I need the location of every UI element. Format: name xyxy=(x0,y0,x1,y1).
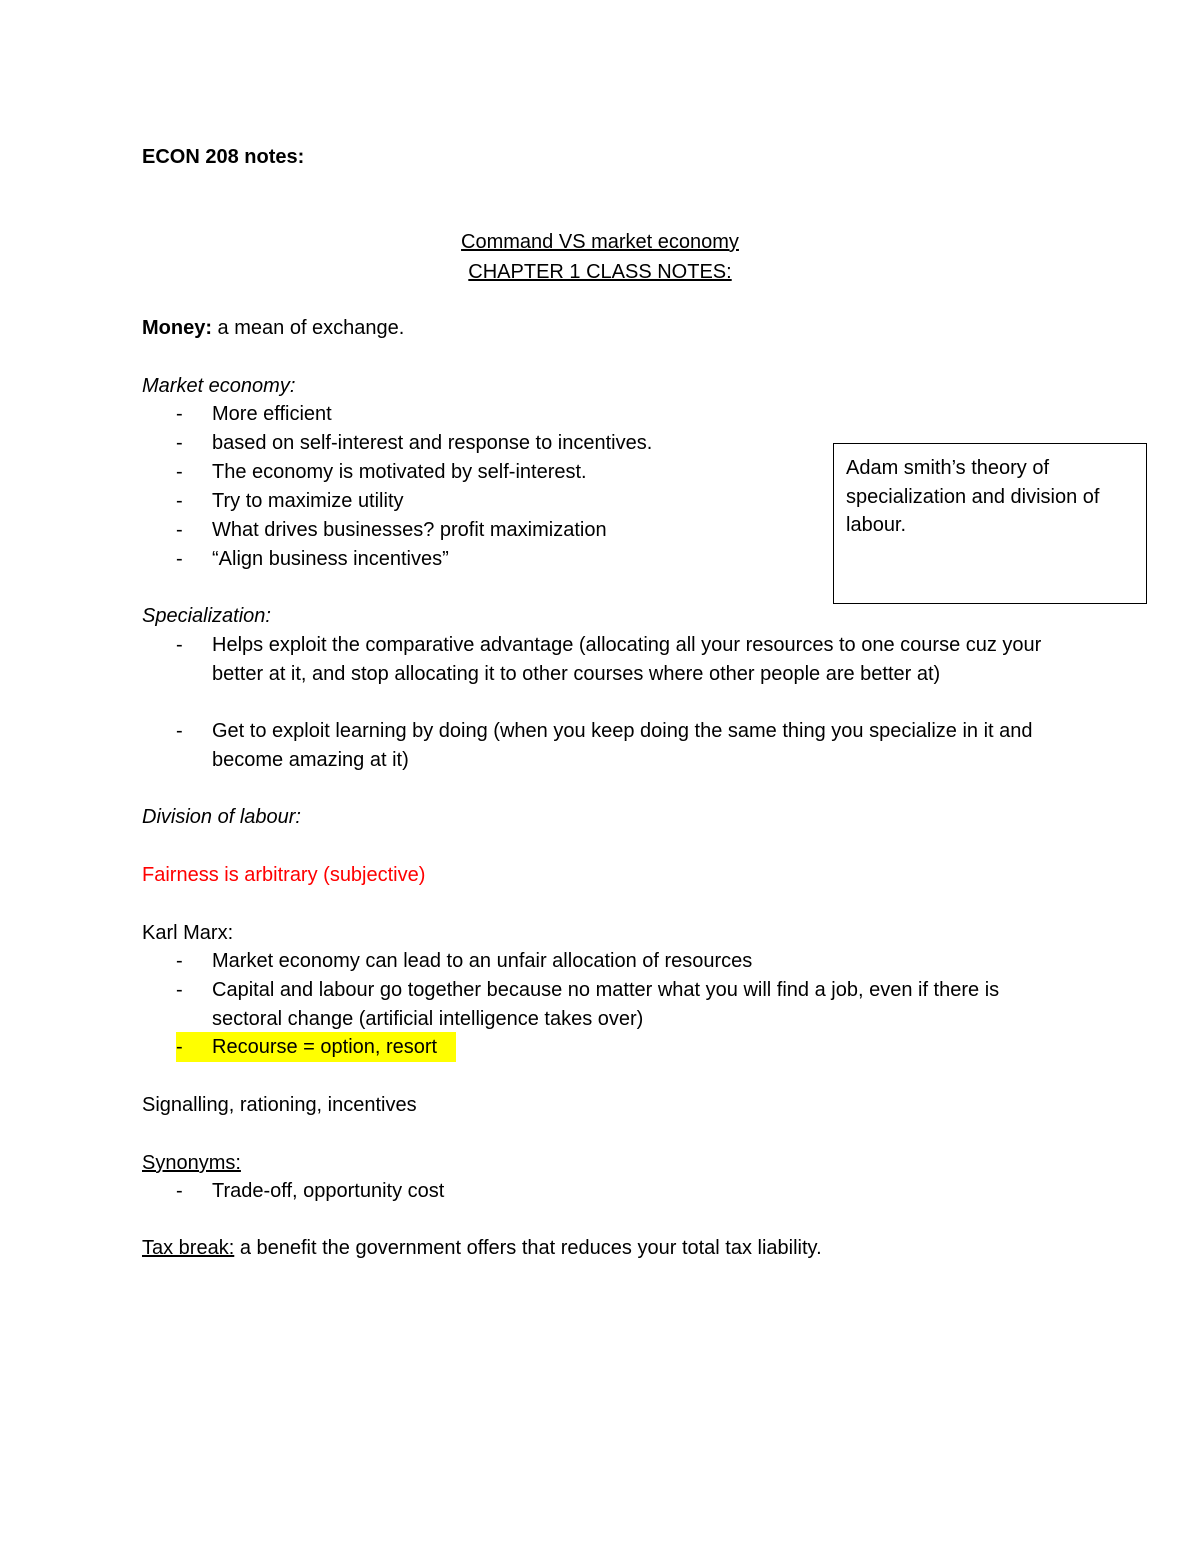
bullet-dash: - xyxy=(176,1036,183,1058)
money-text: a mean of exchange. xyxy=(212,317,405,339)
list-item: The economy is motivated by self-interest. xyxy=(212,461,587,483)
list-item: Capital and labour go together because no matter what you will find a job, even if there is sectoral change (artificial intelligence takes over) xyxy=(212,979,1000,1030)
bullet-dash: - xyxy=(176,432,183,454)
specialization-label: Specialization: xyxy=(142,605,271,627)
bullet-dash: - xyxy=(176,1180,183,1202)
heading-command-vs-market: Command VS market economy xyxy=(461,231,739,253)
bullet-dash: - xyxy=(176,403,183,425)
synonyms-label: Synonyms: xyxy=(142,1152,241,1174)
money-definition xyxy=(142,314,404,342)
tax-break-term: Tax break: xyxy=(142,1237,235,1259)
adam-smith-textbox xyxy=(833,443,1147,604)
fairness-note: Fairness is arbitrary (subjective) xyxy=(142,864,426,886)
tax-break-text: a benefit the government offers that reduces your total tax liability. xyxy=(234,1237,822,1259)
bullet-dash: - xyxy=(176,720,183,742)
bullet-dash: - xyxy=(176,634,183,656)
karl-marx-label: Karl Marx: xyxy=(142,922,234,944)
bullet-dash: - xyxy=(176,490,183,512)
list-item: Helps exploit the comparative advantage (allocating all your resources to one course cuz your better at it, and stop allocating it to other courses where other people are better at) xyxy=(212,634,1042,685)
signalling-line: Signalling, rationing, incentives xyxy=(142,1094,417,1116)
list-item: What drives businesses? profit maximization xyxy=(212,519,607,541)
doc-title: ECON 208 notes: xyxy=(142,146,305,168)
list-item: Market economy can lead to an unfair allocation of resources xyxy=(212,950,753,972)
money-term: Money: xyxy=(142,317,212,339)
list-item: Get to exploit learning by doing (when you keep doing the same thing you specialize in it and become amazing at it) xyxy=(212,720,1033,771)
tax-break-definition xyxy=(142,1234,822,1262)
bullet-dash: - xyxy=(176,519,183,541)
list-item-highlighted: Recourse = option, resort xyxy=(212,1036,438,1058)
list-item: based on self-interest and response to incentives. xyxy=(212,432,653,454)
bullet-dash: - xyxy=(176,461,183,483)
list-item: More efficient xyxy=(212,403,332,425)
market-economy-label: Market economy: xyxy=(142,375,296,397)
list-item: Trade-off, opportunity cost xyxy=(212,1180,445,1202)
heading-chapter-1: CHAPTER 1 CLASS NOTES: xyxy=(468,261,732,283)
textbox-text: Adam smith’s theory of specialization and division of labour. xyxy=(846,457,1100,536)
list-item: Try to maximize utility xyxy=(212,490,404,512)
division-of-labour-label: Division of labour: xyxy=(142,806,301,828)
bullet-dash: - xyxy=(176,548,183,570)
list-item: “Align business incentives” xyxy=(212,548,449,570)
bullet-dash: - xyxy=(176,950,183,972)
bullet-dash: - xyxy=(176,979,183,1001)
